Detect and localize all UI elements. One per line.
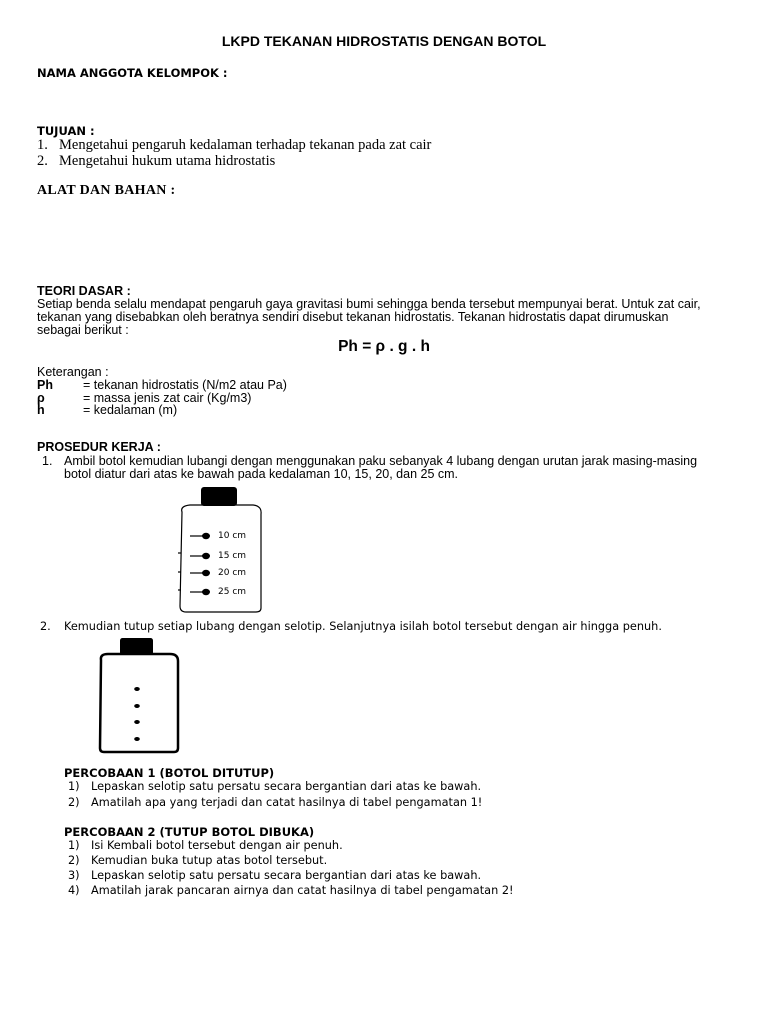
item-num: 4) [68,884,80,897]
alat-bahan-heading: ALAT DAN BAHAN : [37,183,176,198]
percobaan1-item [68,780,481,793]
item-text: Kemudian buka tutup atas botol tersebut. [91,854,328,867]
prosedur-heading: PROSEDUR KERJA : [37,440,161,454]
term-symbol: Ph [37,378,53,392]
depth-label: 25 cm [218,587,247,597]
hole-markers [178,533,210,595]
hole-dot [202,533,210,539]
tujuan-item [37,153,275,170]
teori-heading: TEORI DASAR : [37,284,131,298]
keterangan-label: Keterangan : [37,365,109,379]
percobaan1-heading: PERCOBAAN 1 (BOTOL DITUTUP) [64,766,275,780]
formula: Ph = ρ . g . h [338,338,430,355]
step2-num: 2. [40,620,51,633]
depth-label: 10 cm [218,531,247,541]
percobaan2-item [68,869,481,882]
item-text: Amatilah jarak pancaran airnya dan catat hasilnya di tabel pengamatan 2! [91,884,514,897]
depth-label: 15 cm [218,551,247,561]
term-row [37,404,177,417]
tujuan-text: Mengetahui hukum utama hidrostatis [59,153,276,169]
teori-line: Setiap benda selalu mendapat pengaruh gaya gravitasi bumi sehingga benda tersebut mempunyai berat. Untuk zat cair, [37,297,701,311]
percobaan2-item [68,839,343,852]
taped-holes [134,687,140,741]
bottle-cap [201,487,237,506]
percobaan2-heading: PERCOBAAN 2 (TUTUP BOTOL DIBUKA) [64,825,315,839]
item-text: Lepaskan selotip satu persatu secara bergantian dari atas ke bawah. [91,780,482,793]
item-num: 1) [68,780,80,793]
item-num: 3) [68,869,80,882]
hole-dot [202,589,210,595]
page-title: LKPD TEKANAN HIDROSTATIS DENGAN BOTOL [221,33,547,49]
item-text: Isi Kembali botol tersebut dengan air penuh. [91,839,343,852]
item-num: 2) [68,854,80,867]
bottle-taped-diagram [96,636,186,756]
tujuan-text: Mengetahui pengaruh kedalaman terhadap tekanan pada zat cair [59,137,432,153]
tujuan-num: 2. [37,153,48,169]
bottle-cap [120,638,153,655]
term-desc: = massa jenis zat cair (Kg/m3) [83,391,252,405]
tujuan-num: 1. [37,137,48,153]
percobaan2-item [68,884,514,897]
hole-dot [202,553,210,559]
teori-line: sebagai berikut : [37,323,129,337]
item-text: Amatilah apa yang terjadi dan catat hasilnya di tabel pengamatan 1! [91,796,483,809]
step1-num: 1. [42,454,53,468]
tujuan-heading: TUJUAN : [37,124,95,138]
depth-label: 20 cm [218,568,247,578]
bottle-body [100,654,178,752]
hole-dot [202,570,210,576]
percobaan1-item [68,796,482,809]
item-text: Lepaskan selotip satu persatu secara bergantian dari atas ke bawah. [91,869,482,882]
nama-label: NAMA ANGGOTA KELOMPOK : [37,66,228,80]
teori-line: tekanan yang disebabkan oleh beratnya sendiri disebut tekanan hidrostatis. Tekanan hidrostatis dapat dirumuskan [37,310,669,324]
item-num: 1) [68,839,80,852]
step1-line: Ambil botol kemudian lubangi dengan menggunakan paku sebanyak 4 lubang dengan urutan jarak masing-masing [64,454,698,468]
step2-text: Kemudian tutup setiap lubang dengan selotip. Selanjutnya isilah botol tersebut dengan air hingga penuh. [64,620,662,633]
term-symbol: ρ [37,391,45,405]
term-desc: = kedalaman (m) [83,403,178,417]
term-symbol: h [37,403,45,417]
percobaan2-item [68,854,327,867]
term-desc: = tekanan hidrostatis (N/m2 atau Pa) [83,378,287,392]
step1-line: botol diatur dari atas ke bawah pada kedalaman 10, 15, 20, dan 25 cm. [64,467,459,481]
item-num: 2) [68,796,80,809]
tujuan-item [37,137,431,154]
